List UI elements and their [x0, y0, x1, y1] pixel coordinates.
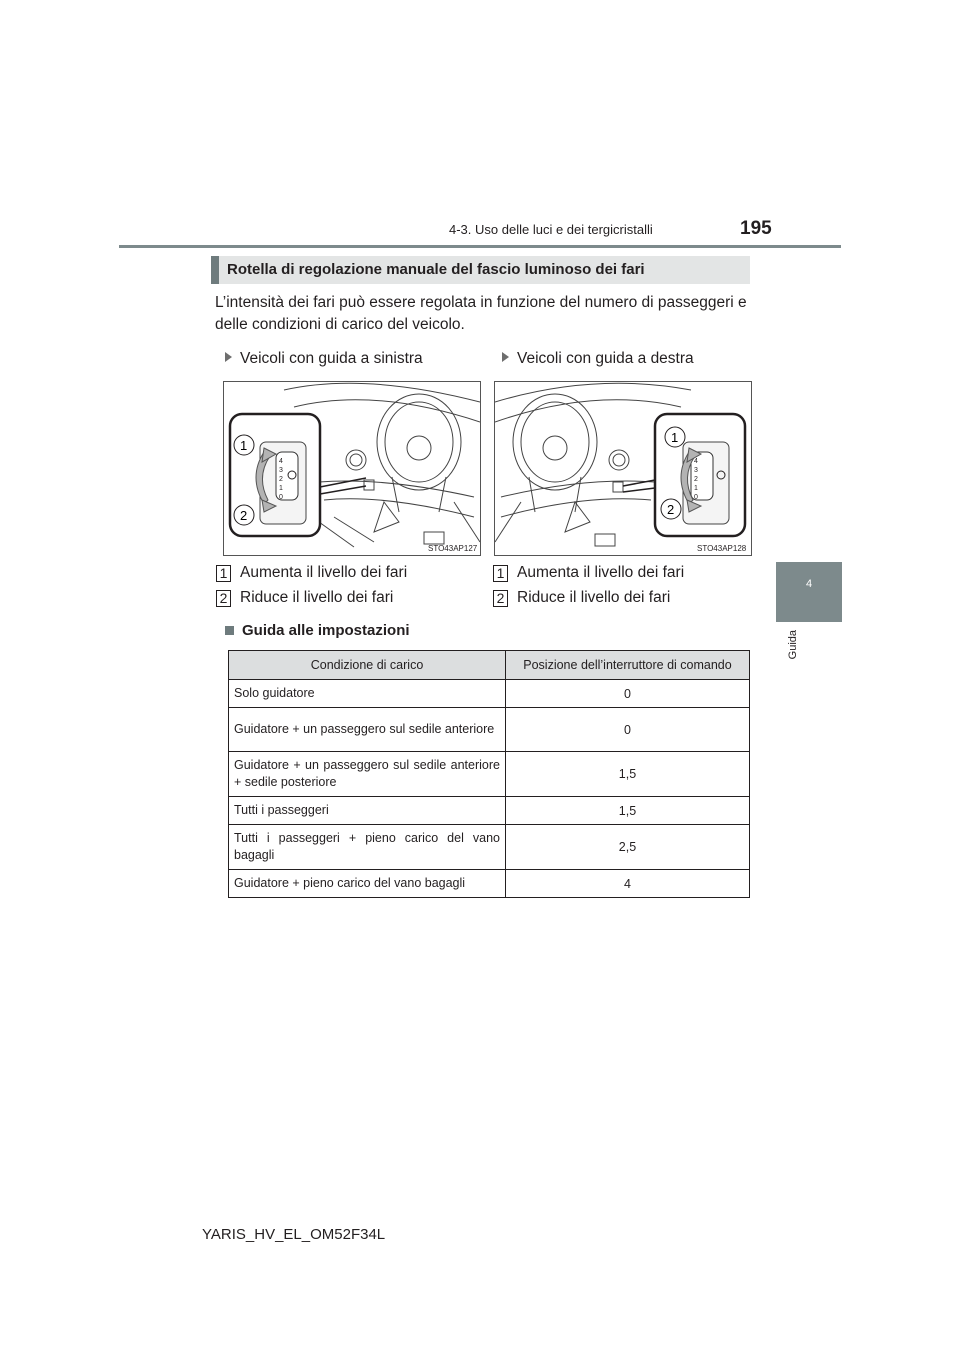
dial-label-1: 1 [694, 485, 698, 492]
illustration-right-hand-drive [494, 381, 752, 556]
cell-condition: Tutti i passeggeri + pieno carico del vano bagagli [229, 825, 506, 870]
caption-number: 2 [493, 590, 508, 607]
chapter-tab-label: Guida [787, 630, 799, 660]
callout-2: 2 [667, 502, 675, 517]
dial-label-2: 2 [279, 476, 283, 483]
cell-condition: Guidatore + un passeggero sul sedile anteriore + sedile posteriore [229, 752, 506, 797]
illustration-left-hand-drive [223, 381, 481, 556]
dial-label-2: 2 [694, 476, 698, 483]
dial-label-4: 4 [694, 458, 698, 465]
cell-condition: Guidatore + pieno carico del vano bagagli [229, 870, 506, 898]
triangle-bullet-icon [225, 352, 232, 362]
callout-1: 1 [671, 430, 679, 445]
footer-code: YARIS_HV_EL_OM52F34L [202, 1226, 386, 1243]
header-rule [119, 245, 841, 248]
figure-code-left: STO43AP127 [428, 544, 478, 553]
chapter-tab [776, 562, 842, 622]
cell-position: 2,5 [506, 825, 750, 870]
caption-number: 2 [216, 590, 231, 607]
column-header-condition: Condizione di carico [229, 651, 506, 680]
table-row [229, 708, 750, 752]
column-header-position: Posizione dell’interruttore di comando [506, 651, 750, 680]
dial-label-3: 3 [279, 467, 283, 474]
callout-1: 1 [240, 438, 248, 453]
callout-2: 2 [240, 508, 248, 523]
triangle-bullet-icon [502, 352, 509, 362]
figure-code-right: STO43AP128 [697, 544, 747, 553]
cell-position: 0 [506, 708, 750, 752]
table-row [229, 825, 750, 870]
caption-text: Aumenta il livello dei fari [240, 564, 408, 581]
caption-text: Riduce il livello dei fari [240, 589, 394, 606]
table-row [229, 797, 750, 825]
caption-number: 1 [216, 565, 231, 582]
vehicle-label-left [225, 350, 423, 368]
vehicle-label-right-text: Veicoli con guida a destra [517, 350, 694, 367]
dashboard-drawing-left [224, 382, 480, 555]
cell-position: 1,5 [506, 752, 750, 797]
caption-right-1 [493, 564, 684, 582]
table-header-row [229, 651, 750, 680]
dial-label-3: 3 [694, 467, 698, 474]
cell-position: 4 [506, 870, 750, 898]
table-row [229, 680, 750, 708]
table-row [229, 870, 750, 898]
settings-table [228, 650, 750, 898]
caption-left-2 [216, 589, 393, 607]
caption-text: Riduce il livello dei fari [517, 589, 671, 606]
settings-heading [225, 622, 410, 639]
dial-label-1: 1 [279, 485, 283, 492]
caption-text: Aumenta il livello dei fari [517, 564, 685, 581]
square-bullet-icon [225, 626, 234, 635]
caption-left-1 [216, 564, 407, 582]
section-heading-text: Rotella di regolazione manuale del fascio luminoso dei fari [227, 261, 645, 278]
section-heading [211, 256, 750, 284]
caption-right-2 [493, 589, 670, 607]
running-header-section: 4-3. Uso delle luci e dei tergicristalli [449, 222, 653, 237]
section-heading-bar [211, 256, 219, 284]
cell-condition: Tutti i passeggeri [229, 797, 506, 825]
dashboard-drawing-right [495, 382, 751, 555]
page-number: 195 [740, 218, 772, 239]
dial-label-4: 4 [279, 458, 283, 465]
cell-position: 1,5 [506, 797, 750, 825]
caption-number: 1 [493, 565, 508, 582]
vehicle-label-right [502, 350, 694, 368]
dial-label-0: 0 [279, 494, 283, 501]
settings-heading-text: Guida alle impostazioni [242, 622, 410, 639]
cell-position: 0 [506, 680, 750, 708]
cell-condition: Solo guidatore [229, 680, 506, 708]
intro-paragraph: L’intensità dei fari può essere regolata in funzione del numero di passeggeri e delle condizioni di carico del veicolo. [215, 294, 747, 333]
chapter-tab-number: 4 [805, 578, 813, 590]
table-row [229, 752, 750, 797]
dial-label-0: 0 [694, 494, 698, 501]
vehicle-label-left-text: Veicoli con guida a sinistra [240, 350, 423, 367]
cell-condition: Guidatore + un passeggero sul sedile anteriore [229, 708, 506, 752]
